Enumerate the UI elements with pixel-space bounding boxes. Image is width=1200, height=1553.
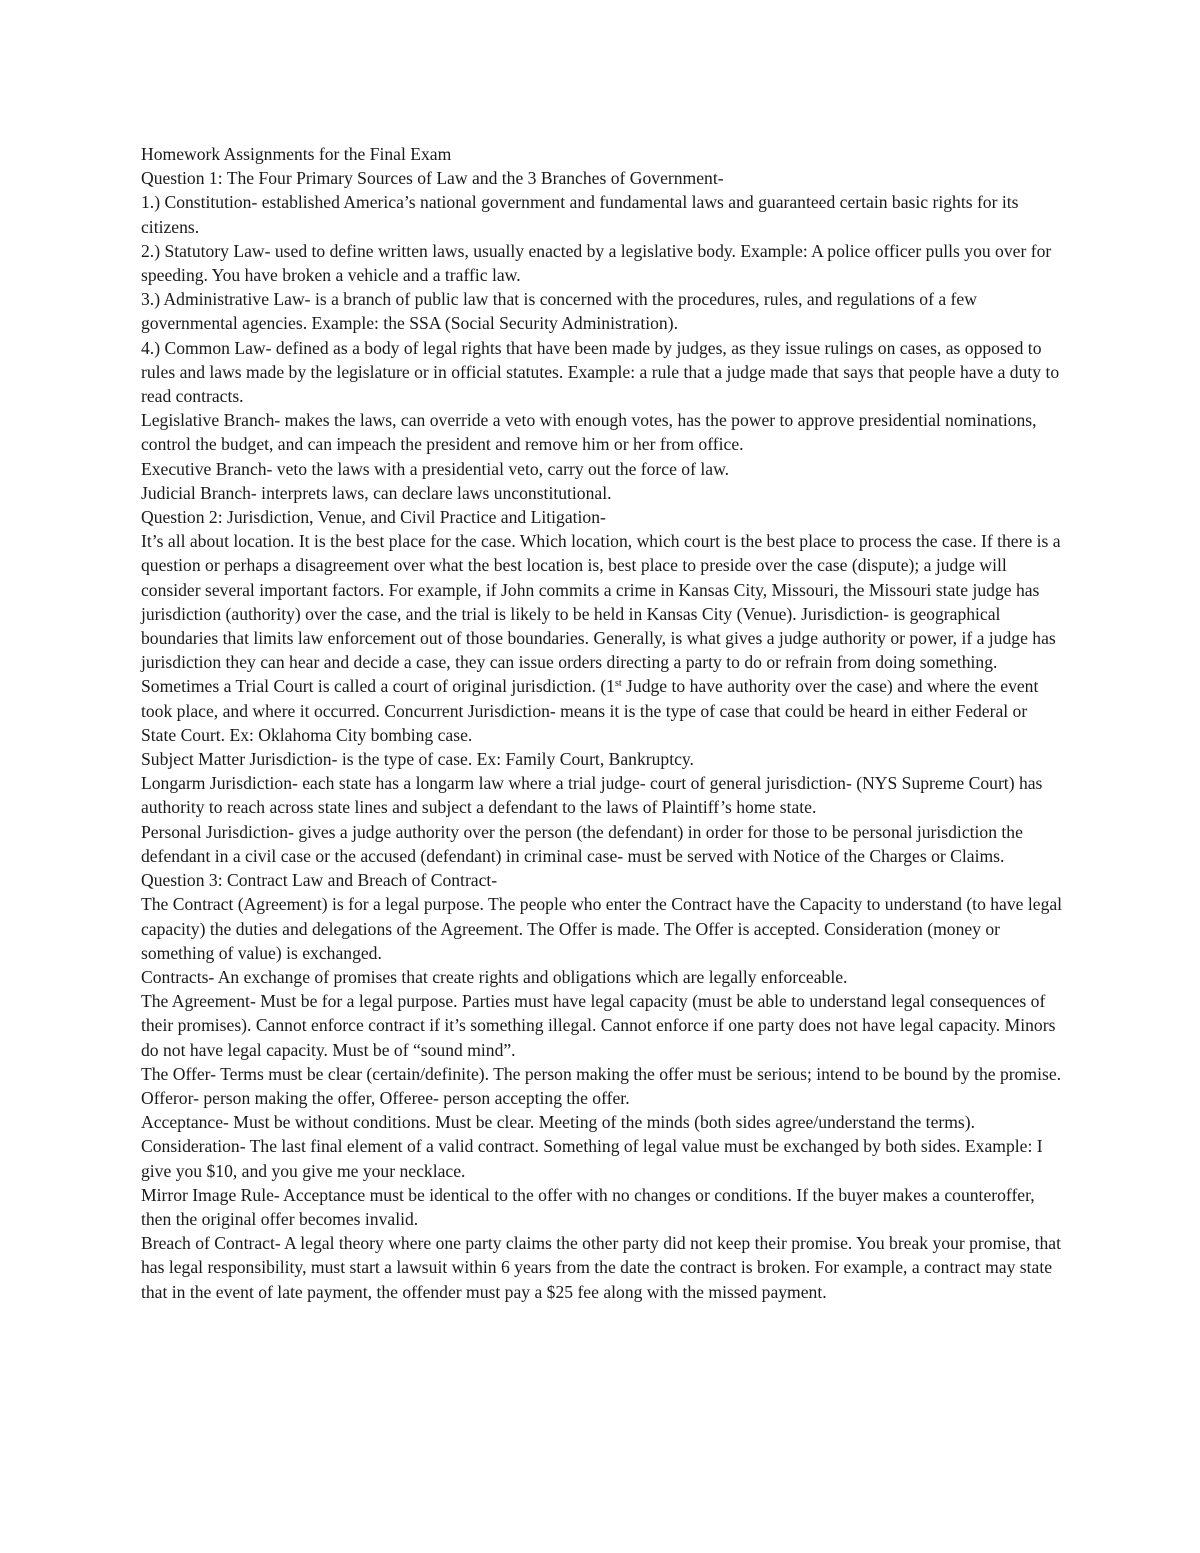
- common-law-paragraph: 4.) Common Law- defined as a body of legal rights that have been made by judges, as they issue rulings on cases, as opposed to rules and laws made by the legislature or in official statutes. Example: a rule that a judge made that says that people have a duty to read contracts.: [141, 337, 1060, 407]
- acceptance-paragraph: Acceptance- Must be without conditions. Must be clear. Meeting of the minds (both sides agree/understand the terms).: [141, 1112, 976, 1133]
- question-2-heading: Question 2: Jurisdiction, Venue, and Civil Practice and Litigation-: [141, 507, 606, 528]
- offer-paragraph: The Offer- Terms must be clear (certain/definite). The person making the offer must be serious; intend to be bound by the promise. Offeror- person making the offer, Offeree- person accepting the offer.: [141, 1063, 1062, 1108]
- contracts-definition-paragraph: Contracts- An exchange of promises that create rights and obligations which are legally enforceable.: [141, 966, 848, 987]
- legislative-branch-paragraph: Legislative Branch- makes the laws, can override a veto with enough votes, has the power to approve presidential nominations, control the budget, and can impeach the president and remove him or her from office.: [141, 410, 1037, 455]
- question-1-heading: Question 1: The Four Primary Sources of Law and the 3 Branches of Government-: [141, 168, 724, 189]
- consideration-paragraph: Consideration- The last final element of a valid contract. Something of legal value must be exchanged by both sides. Example: I give you $10, and you give me your necklace.: [141, 1136, 1043, 1181]
- mirror-image-rule-paragraph: Mirror Image Rule- Acceptance must be identical to the offer with no changes or conditions. If the buyer makes a counteroffer, then the original offer becomes invalid.: [141, 1184, 1035, 1229]
- jurisdiction-paragraph: [141, 529, 1066, 747]
- agreement-paragraph: The Agreement- Must be for a legal purpose. Parties must have legal capacity (must be able to understand legal consequences of their promises). Cannot enforce contract if it’s something illegal. Cannot enforce if one party does not have legal capacity. Minors do not have legal capacity. Must be of “sound mind”.: [141, 991, 1056, 1060]
- subject-matter-jurisdiction-paragraph: Subject Matter Jurisdiction- is the type of case. Ex: Family Court, Bankruptcy.: [141, 749, 694, 770]
- breach-of-contract-paragraph: Breach of Contract- A legal theory where one party claims the other party did not keep their promise. You break your promise, that has legal responsibility, must start a lawsuit within 6 years from the date the contract is broken. For example, a contract may state that in the event of late payment, the offender must pay a $25 fee along with the missed payment.: [141, 1233, 1061, 1302]
- constitution-paragraph: 1.) Constitution- established America’s national government and fundamental laws and guaranteed certain basic rights for its citizens.: [141, 192, 1019, 237]
- ordinal-superscript: st: [614, 678, 622, 690]
- statutory-law-paragraph: 2.) Statutory Law- used to define written laws, usually enacted by a legislative body. Example: A police officer pulls you over for speeding. You have broken a vehicle and a traffic law.: [141, 240, 1052, 286]
- executive-branch-paragraph: Executive Branch- veto the laws with a presidential veto, carry out the force of law.: [141, 458, 730, 479]
- administrative-law-paragraph: 3.) Administrative Law- is a branch of public law that is concerned with the procedures, rules, and regulations of a few governmental agencies. Example: the SSA (Social Security Administration).: [141, 289, 977, 334]
- personal-jurisdiction-paragraph: Personal Jurisdiction- gives a judge authority over the person (the defendant) in order for those to be personal jurisdiction the defendant in a civil case or the accused (defendant) in criminal case- must be served with Notice of the Charges or Claims.: [141, 821, 1023, 866]
- document-title: Homework Assignments for the Final Exam: [141, 144, 452, 164]
- judicial-branch-paragraph: Judicial Branch- interprets laws, can declare laws unconstitutional.: [141, 482, 612, 503]
- longarm-jurisdiction-paragraph: Longarm Jurisdiction- each state has a longarm law where a trial judge- court of general jurisdiction- (NYS Supreme Court) has authority to reach across state lines and subject a defendant to the laws of Plaintiff’s home state.: [141, 773, 1043, 818]
- question-3-heading: Question 3: Contract Law and Breach of Contract-: [141, 870, 498, 891]
- jurisdiction-text-end: Judge to have authority over the case) and where the event took place, and where it occurred. Concurrent Jurisdiction- means it is the type of case that could be heard in either Federal or State Court. Ex: Oklahoma City bombing case.: [141, 676, 1039, 745]
- contract-paragraph: The Contract (Agreement) is for a legal purpose. The people who enter the Contract have the Capacity to understand (to have legal capacity) the duties and delegations of the Agreement. The Offer is made. The Offer is accepted. Consideration (money or something of value) is exchanged.: [141, 894, 1063, 963]
- document-page: [141, 142, 1066, 1304]
- jurisdiction-text-start: It’s all about location. It is the best place for the case. Which location, which court is the best place to process the case. If there is a question or perhaps a disagreement over what the best location is, best place to preside over the case (dispute); a judge will consider several important factors. For example, if John commits a crime in Kansas City, Missouri, the Missouri state judge has jurisdiction (authority) over the case, and the trial is likely to be held in Kansas City (Venue). Jurisdiction- is geographical boundaries that limits law enforcement out of those boundaries. Generally, is what gives a judge authority or power, if a judge has jurisdiction they can hear and decide a case, they can issue orders directing a party to do or refrain from doing something. Sometimes a Trial Court is called a court of original jurisdiction. (1: [141, 531, 1061, 697]
